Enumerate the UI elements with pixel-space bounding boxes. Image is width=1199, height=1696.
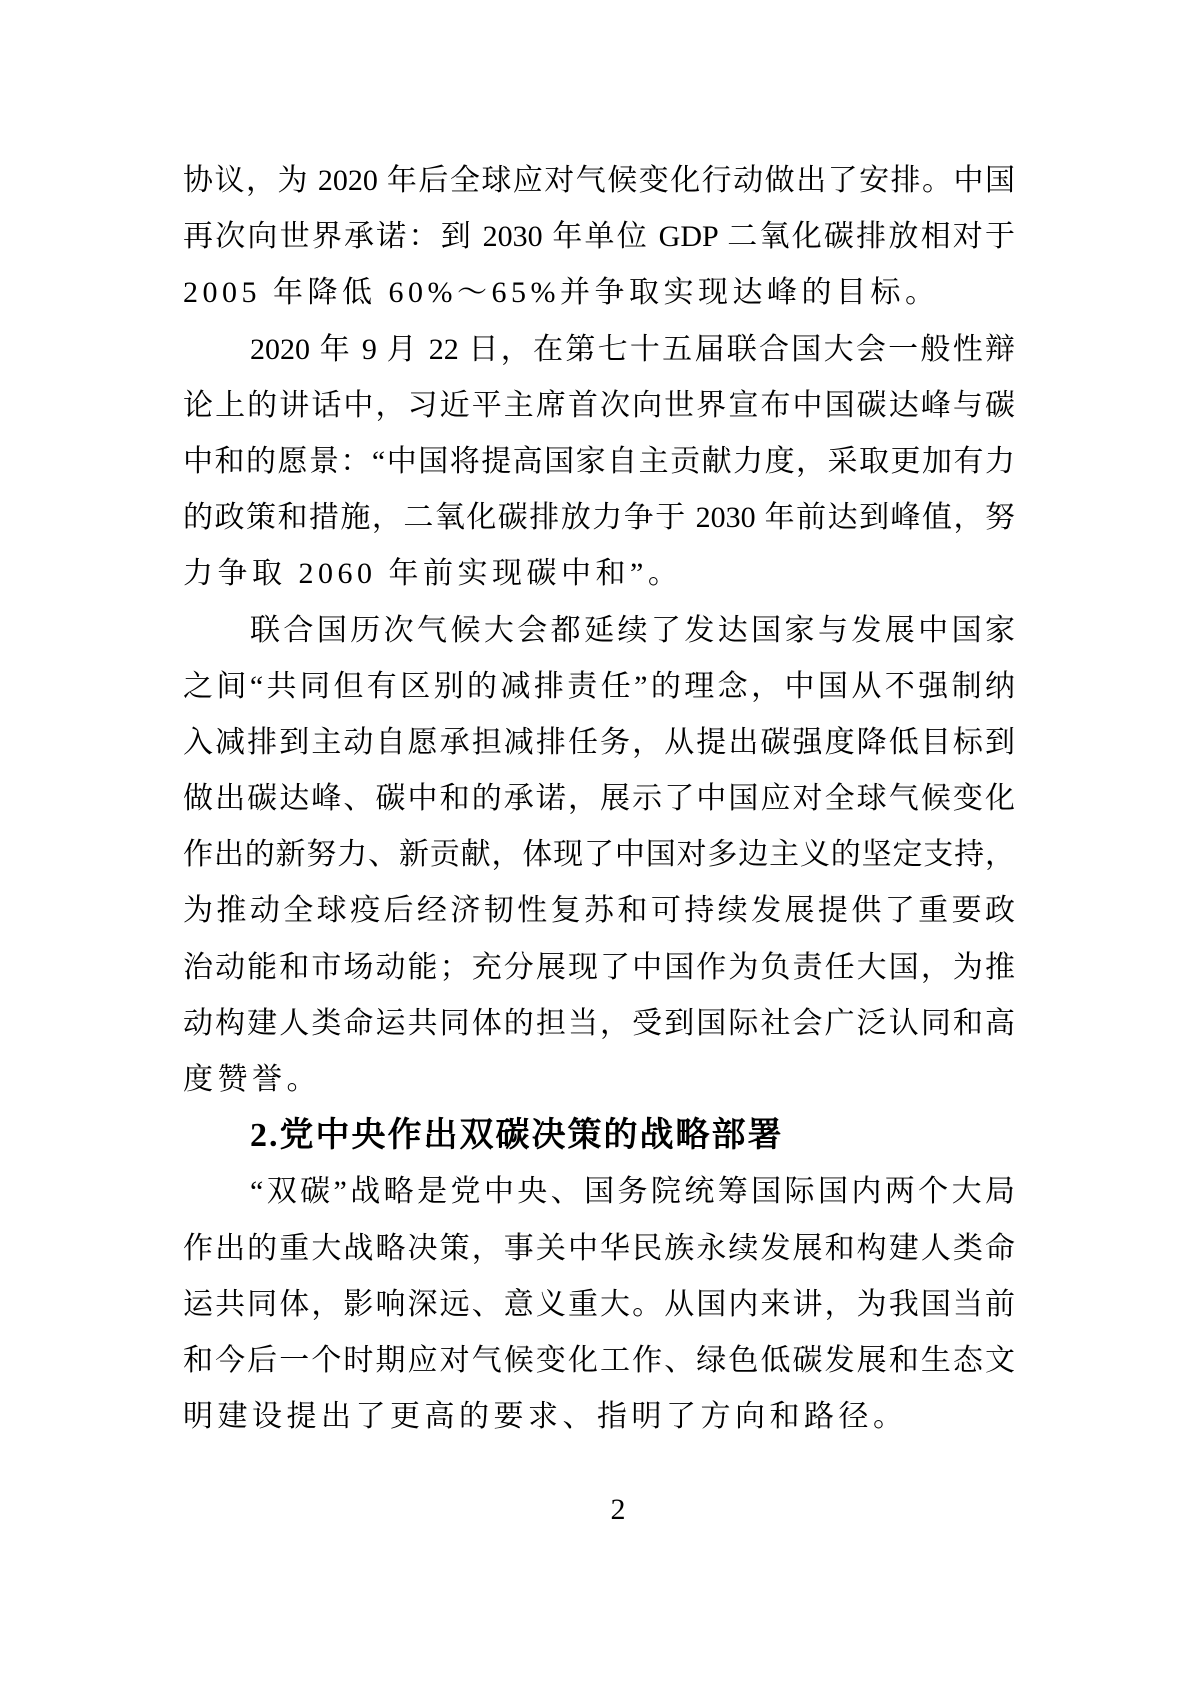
body-line: 做出碳达峰、碳中和的承诺，展示了中国应对全球气候变化 [183,782,1015,816]
section-heading: 2.党中央作出双碳决策的战略部署 [250,1117,784,1155]
body-line: 的政策和措施，二氧化碳排放力争于 2030 年前达到峰值，努 [183,501,1015,535]
body-line: 作出的新努力、新贡献，体现了中国对多边主义的坚定支持， [183,838,1015,872]
body-line: 为推动全球疫后经济韧性复苏和可持续发展提供了重要政 [183,894,1015,928]
body-line: 中和的愿景：“中国将提高国家自主贡献力度，采取更加有力 [183,444,1015,478]
body-line: 再次向世界承诺：到 2030 年单位 GDP 二氧化碳排放相对于 [183,220,1015,254]
body-line: 协议，为 2020 年后全球应对气候变化行动做出了安排。中国 [183,164,1015,197]
body-line: 和今后一个时期应对气候变化工作、绿色低碳发展和生态文 [183,1343,1015,1377]
document-body [183,153,1015,1445]
body-line: 度赞誉。 [183,1063,321,1096]
body-line: 动构建人类命运共同体的担当，受到国际社会广泛认同和高 [183,1006,1015,1040]
body-line: 力争取 2060 年前实现碳中和”。 [183,557,683,591]
body-line: 2020 年 9 月 22 日，在第七十五届联合国大会一般性辩 [250,332,1015,366]
body-line: 2005 年降低 60%～65%并争取实现达峰的目标。 [183,276,940,310]
body-line: 作出的重大战略决策，事关中华民族永续发展和构建人类命 [183,1231,1015,1265]
body-line: 入减排到主动自愿承担减排任务，从提出碳强度降低目标到 [183,725,1015,759]
body-line: 明建设提出了更高的要求、指明了方向和路径。 [183,1400,908,1434]
body-line: “双碳”战略是党中央、国务院统筹国际国内两个大局 [250,1175,1015,1209]
body-line: 治动能和市场动能；充分展现了中国作为负责任大国，为推 [183,950,1015,984]
body-line: 联合国历次气候大会都延续了发达国家与发展中国家 [250,613,1015,647]
body-line: 论上的讲话中，习近平主席首次向世界宣布中国碳达峰与碳 [183,388,1015,422]
body-line: 之间“共同但有区别的减排责任”的理念，中国从不强制纳 [183,669,1015,703]
body-line: 运共同体，影响深远、意义重大。从国内来讲，为我国当前 [183,1287,1015,1321]
page-number: 2 [610,1493,626,1526]
